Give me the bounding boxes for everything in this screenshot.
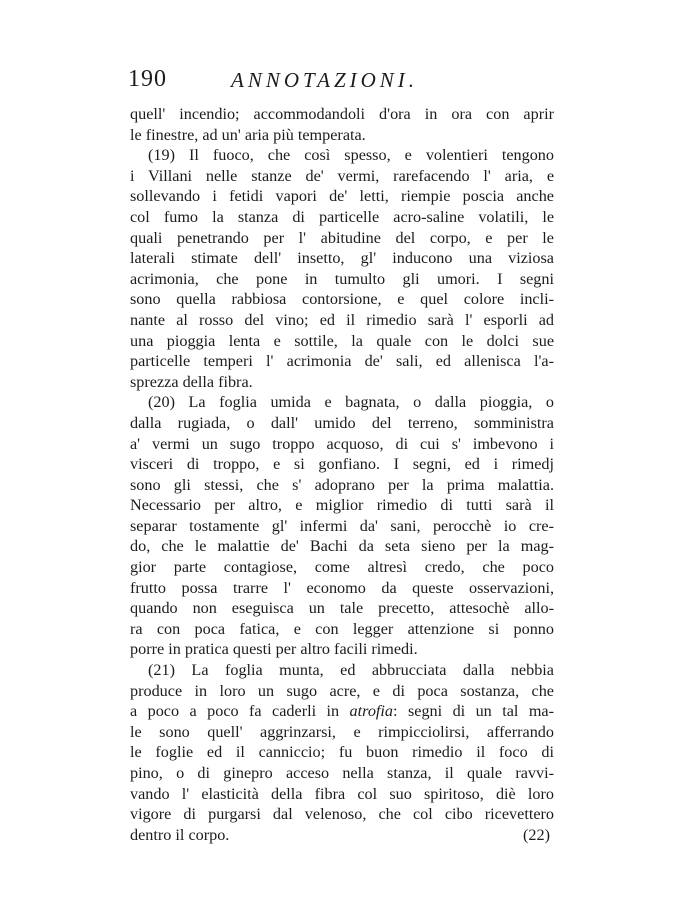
final-line bbox=[130, 825, 554, 846]
text-line: le foglie ed il canniccio; fu buon rimedio il foco di bbox=[130, 743, 554, 762]
text-line: separar tostamente gl' infermi da' sani, perocchè io cre- bbox=[130, 516, 554, 535]
text-line: laterali stimate dell' insetto, gl' inducono una viziosa bbox=[130, 249, 554, 268]
text-line: vigore di purgarsi dal velenoso, che col cibo ricevettero bbox=[130, 805, 554, 824]
text-segment: a poco a poco fa caderli in bbox=[130, 702, 340, 721]
text-line: visceri di troppo, e si gonfiano. I segni, ed i rimedj bbox=[130, 455, 554, 474]
text-line: vando l' elasticità della fibra col suo spiritoso, diè loro bbox=[130, 784, 554, 803]
text-line: i Villani nelle stanze de' vermi, rarefacendo l' aria, e bbox=[130, 166, 554, 185]
text-line: sono gli stessi, che s' adoprano per la prima malattia. bbox=[130, 475, 554, 494]
text-line: quell' incendio; accommodandoli d'ora in ora con aprir bbox=[130, 105, 554, 123]
text-line: quali penetrando per l' abitudine del corpo, e per le bbox=[130, 228, 554, 247]
text-segment: dentro il corpo. bbox=[130, 825, 230, 844]
text-segment: : segni di un tal ma- bbox=[393, 702, 554, 721]
text-line: sono quella rabbiosa contorsione, e quel colore incli- bbox=[130, 290, 554, 309]
note-21-first-line: (21) La foglia munta, ed abbrucciata dalla nebbia bbox=[148, 661, 554, 680]
text-line: una pioggia lenta e sottile, la quale con le dolci sue bbox=[130, 331, 554, 350]
text-line: do, che le malattie de' Bachi da seta sieno per la mag- bbox=[130, 537, 554, 556]
text-line: particelle temperi l' acrimonia de' sali, ed allenisca l'a- bbox=[130, 352, 554, 371]
text-line: porre in pratica questi per altro facili rimedi. bbox=[130, 640, 418, 659]
running-title: ANNOTAZIONI. bbox=[231, 68, 419, 92]
text-line: a' vermi un sugo troppo acquoso, di cui s' imbevono i bbox=[130, 434, 554, 453]
page-number: 190 bbox=[128, 66, 167, 92]
text-line: pino, o di ginepro acceso nella stanza, il quale ravvi- bbox=[130, 764, 554, 782]
text-line: gior parte contagiose, come altresì credo, che poco bbox=[130, 558, 554, 577]
text-line: sollevando i fetidi vapori de' letti, riempie poscia anche bbox=[130, 187, 554, 206]
text-line: produce in loro un sugo acre, e di poca sostanza, che bbox=[130, 681, 554, 700]
text-line: quando non eseguisca un tale precetto, attesochè allo- bbox=[130, 599, 554, 618]
note-19-first-line: (19) Il fuoco, che così spesso, e volentieri tengono bbox=[148, 146, 554, 165]
text-line: acrimonia, che pone in tumulto gli umori. I segni bbox=[130, 269, 554, 288]
note-20-first-line: (20) La foglia umida e bagnata, o dalla pioggia, o bbox=[148, 393, 554, 412]
text-line: dalla rugiada, o dall' umido del terreno, somministra bbox=[130, 413, 554, 432]
text-line: nante al rosso del vino; ed il rimedio sarà l' esporli ad bbox=[130, 310, 554, 329]
text-line: le sono quell' aggrinzarsi, e rimpicciolirsi, afferrando bbox=[130, 722, 554, 741]
body-text bbox=[130, 104, 554, 845]
text-line: col fumo la stanza di particelle acro-saline volatili, le bbox=[130, 207, 554, 226]
emphasized-term: atrofia bbox=[349, 702, 394, 721]
text-line: le finestre, ad un' aria più temperata. bbox=[130, 125, 366, 144]
text-line: Necessario per altro, e miglior rimedio di tutti sarà il bbox=[130, 496, 554, 515]
text-line-with-emphasis bbox=[130, 701, 554, 722]
text-line: ra con poca fatica, e con legger attenzione si ponno bbox=[130, 619, 554, 638]
catchword: (22) bbox=[523, 825, 550, 844]
text-line: sprezza della fibra. bbox=[130, 372, 253, 391]
running-head bbox=[128, 66, 558, 96]
text-line: frutto possa trarre l' economo da queste osservazioni, bbox=[130, 578, 554, 597]
